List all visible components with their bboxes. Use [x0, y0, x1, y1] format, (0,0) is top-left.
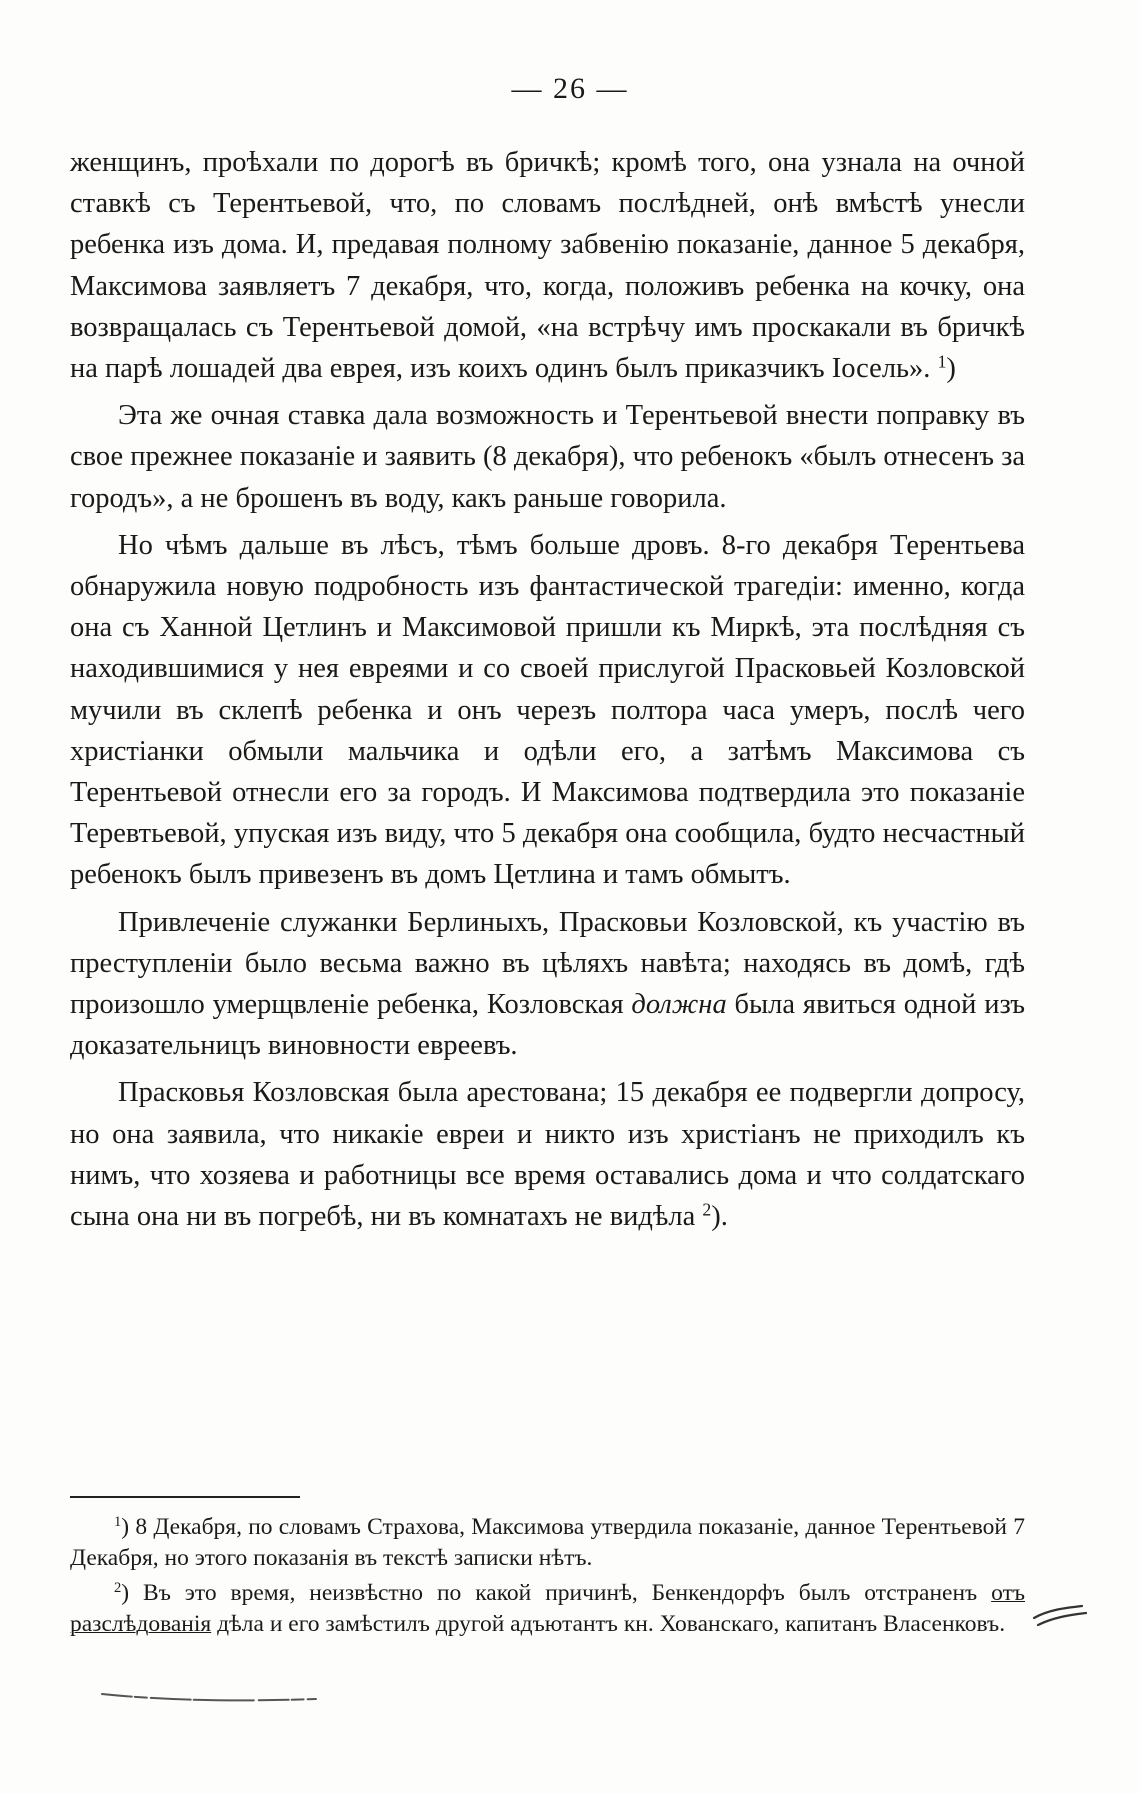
footnote-marker: 2: [114, 1580, 122, 1596]
footnote-1: [70, 1512, 1025, 1574]
pencil-underline-icon: [100, 1690, 320, 1704]
paragraph-2: [70, 395, 1025, 519]
paragraph-text: ).: [711, 1201, 728, 1233]
footnote-text: ) Въ это время, неизвѣстно по какой причинѣ, Бенкендорфъ былъ отстраненъ: [121, 1580, 992, 1606]
pencil-mark-icon: [1030, 1604, 1090, 1628]
paragraph-1: [70, 142, 1025, 389]
paragraph-text: ): [946, 353, 956, 385]
paragraph-text: была явиться одной изъ доказательницъ виновности евреевъ.: [70, 989, 1026, 1062]
footnote-marker: 1: [114, 1514, 122, 1530]
footnote-ref-2: 2: [702, 1199, 712, 1220]
footnote-2: [70, 1578, 1025, 1640]
footnote-separator: [70, 1496, 300, 1498]
footnote-text: дѣла и его замѣстилъ другой адъютантъ кн. Хованскаго, капитанъ Власенковъ.: [211, 1611, 1006, 1637]
paragraph-text: Прасковья Козловская была арестована; 15 декабря ее подвергли допросу, но она заявила, что никакіе евреи и никто изъ христіанъ не приходилъ къ нимъ, что хозяева и работницы все время оставались дома и что солдатскаго сына она ни въ погребѣ, ни въ комнатахъ не видѣла: [70, 1077, 1025, 1233]
page-number: — 26 —: [511, 72, 629, 105]
footnote-text: ) 8 Декабря, по словамъ Страхова, Максимова утвердила показаніе, данное Терентьевой 7 Декабря, но этого показанія въ текстѣ записки нѣтъ.: [70, 1514, 1025, 1571]
paragraph-text: Эта же очная ставка дала возможность и Терентьевой внести поправку въ свое прежнее показаніе и заявить (8 декабря), что ребенокъ «былъ отнесенъ за городъ», а не брошенъ въ воду, какъ раньше говорила.: [70, 400, 1025, 514]
footnote-ref-1: 1: [937, 351, 947, 372]
underlined-text: отъ разслѣдованія: [70, 1580, 1025, 1637]
paragraph-4: [70, 902, 1025, 1067]
footnotes: [70, 1512, 1025, 1644]
main-text: [70, 142, 1025, 1243]
paragraph-text: Привлеченіе служанки Берлиныхъ, Прасковьи Козловской, къ участію въ преступленіи было весьма важно въ цѣляхъ навѣта; находясь въ домѣ, гдѣ произошло умерщвленіе ребенка, Козловская: [70, 906, 1025, 1021]
paragraph-text: Но чѣмъ дальше въ лѣсъ, тѣмъ больше дровъ. 8-го декабря Терентьева обнаружила новую подробность изъ фантастической трагедіи: именно, когда она съ Ханной Цетлинъ и Максимовой пришли къ Миркѣ, эта послѣдняя съ находившимися у нея евреями и со своей прислугой Прасковьей Козловской мучили въ склепѣ ребенка и онъ черезъ полтора часа умеръ, послѣ чего христіанки обмыли мальчика и одѣли его, а затѣмъ Максимова съ Терентьевой отнесли его за городъ. И Максимова подтвердила это показаніе Теревтьевой, упуская изъ виду, что 5 декабря она сообщила, будто несчастный ребенокъ былъ привезенъ въ домъ Цетлина и тамъ обмытъ.: [70, 529, 1025, 891]
italic-emphasis: должна: [631, 989, 727, 1021]
paragraph-text: женщинъ, проѣхали по дорогѣ въ бричкѣ; кромѣ того, она узнала на очной ставкѣ съ Терентьевой, что, по словамъ послѣдней, онѣ вмѣстѣ унесли ребенка изъ дома. И, предавая полному забвенію показаніе, данное 5 декабря, Максимова заявляетъ 7 декабря, что, когда, положивъ ребенка на кочку, она возвращалась съ Терентьевой домой, «на встрѣчу имъ проскакали въ бричкѣ на парѣ лошадей два еврея, изъ коихъ одинъ былъ приказчикъ Іосель».: [70, 147, 1025, 385]
paragraph-5: [70, 1072, 1025, 1237]
paragraph-3: [70, 525, 1025, 896]
